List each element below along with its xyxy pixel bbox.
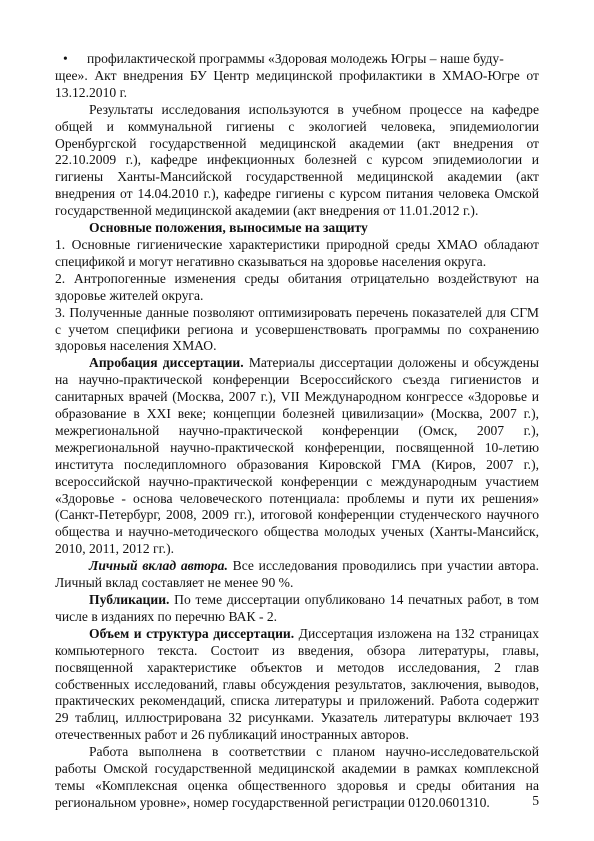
- defense-point-3: 3. Полученные данные позволяют оптимизировать перечень показателей для СГМ с учетом специфики региона и усовершенствовать программы по сохранению здоровья населения ХМАО.: [55, 304, 539, 354]
- approbation-text: Материалы диссертации доложены и обсуждены на научно-практической конференции Всероссийского съезда гигиенистов и санитарных врачей (Москва, 2007 г.), VII Международном конгрессе «Здоровье и образование в XXI веке; концепции болезней цивилизации» (Москва, 2007 г.), межрегиональной научно-практической конференции (Омск, 2007 г.), межрегиональной научно-практической конференции, посвященной 10-летию института последипломного образования Кировской ГМА (Киров, 2007 г.), всероссийской научно-практической конференции с международным участием «Здоровье - основа человеческого потенциала: проблемы и пути их решения» (Санкт-Петербург, 2008, 2009 гг.), итоговой конференции студенческого научного общества и научно-методического общества молодых ученых (Ханты-Мансийск, 2010, 2011, 2012 гг.).: [55, 355, 539, 557]
- structure-text: Диссертация изложена на 132 страницах компьютерного текста. Состоит из введения, обзора литературы, главы, посвященной характеристике объектов и методов исследования, 2 глав собственных исследований, главы обсуждения результатов, заключения, выводов, практических рекомендаций, списка литературы и приложений. Работа содержит 29 таблиц, иллюстрирована 32 рисунками. Указатель литературы включает 193 отечественных работ и 26 публикаций иностранных авторов.: [55, 625, 539, 743]
- approbation-paragraph: [55, 355, 539, 558]
- bullet-item-first-line: профилактической программы «Здоровая молодежь Югры – наше буду-: [87, 51, 504, 66]
- results-usage-paragraph: Результаты исследования используются в учебном процессе на кафедре общей и коммунальной гигиены с экологией человека, эпидемиологии Оренбургской государственной медицинской академии (акт внедрения от 22.10.2009 г.), кафедре инфекционных болезней с курсом эпидемиологии и гигиены Ханты-Мансийской государственной медицинской академии (акт внедрения от 14.04.2010 г.), кафедре гигиены с курсом питания человека Омской государственной медицинской академии (акт внедрения от 11.01.2012 г.).: [55, 101, 539, 219]
- defense-heading: Основные положения, выносимые на защиту: [89, 220, 368, 236]
- structure-paragraph: [55, 626, 539, 744]
- bullet-list-item: [55, 51, 539, 102]
- personal-contribution-paragraph: [55, 558, 539, 592]
- publications-text: По теме диссертации опубликовано 14 печатных работ, в том числе в изданиях по перечню ВАК - 2.: [55, 592, 539, 624]
- publications-label: Публикации.: [89, 592, 170, 607]
- defense-point-2: 2. Антропогенные изменения среды обитания отрицательно воздействуют на здоровье жителей округа.: [55, 270, 539, 303]
- research-plan-paragraph: Работа выполнена в соответствии с планом научно-исследовательской работы Омской государственной медицинской академии в рамках комплексной темы «Комплексная оценка общественного здоровья и среды обитания на региональном уровне», номер государственной регистрации 0120.0601310.: [55, 744, 539, 810]
- bullet-icon: •: [63, 51, 68, 66]
- page-number: 5: [532, 793, 539, 808]
- bullet-item-continuation: щее». Акт внедрения БУ Центр медицинской профилактики в ХМАО-Югре от 13.12.2010 г.: [55, 67, 539, 100]
- publications-paragraph: [55, 592, 539, 626]
- personal-contribution-label: Личный вклад автора.: [89, 558, 228, 574]
- defense-point-1: 1. Основные гигиенические характеристики природной среды ХМАО обладают спецификой и могут негативно сказываться на здоровье населения округа.: [55, 236, 539, 269]
- structure-label: Объем и структура диссертации.: [89, 625, 295, 641]
- personal-contribution-text: Все исследования проводились при участии автора. Личный вклад составляет не менее 90 %.: [55, 558, 539, 591]
- approbation-label: Апробация диссертации.: [89, 355, 244, 371]
